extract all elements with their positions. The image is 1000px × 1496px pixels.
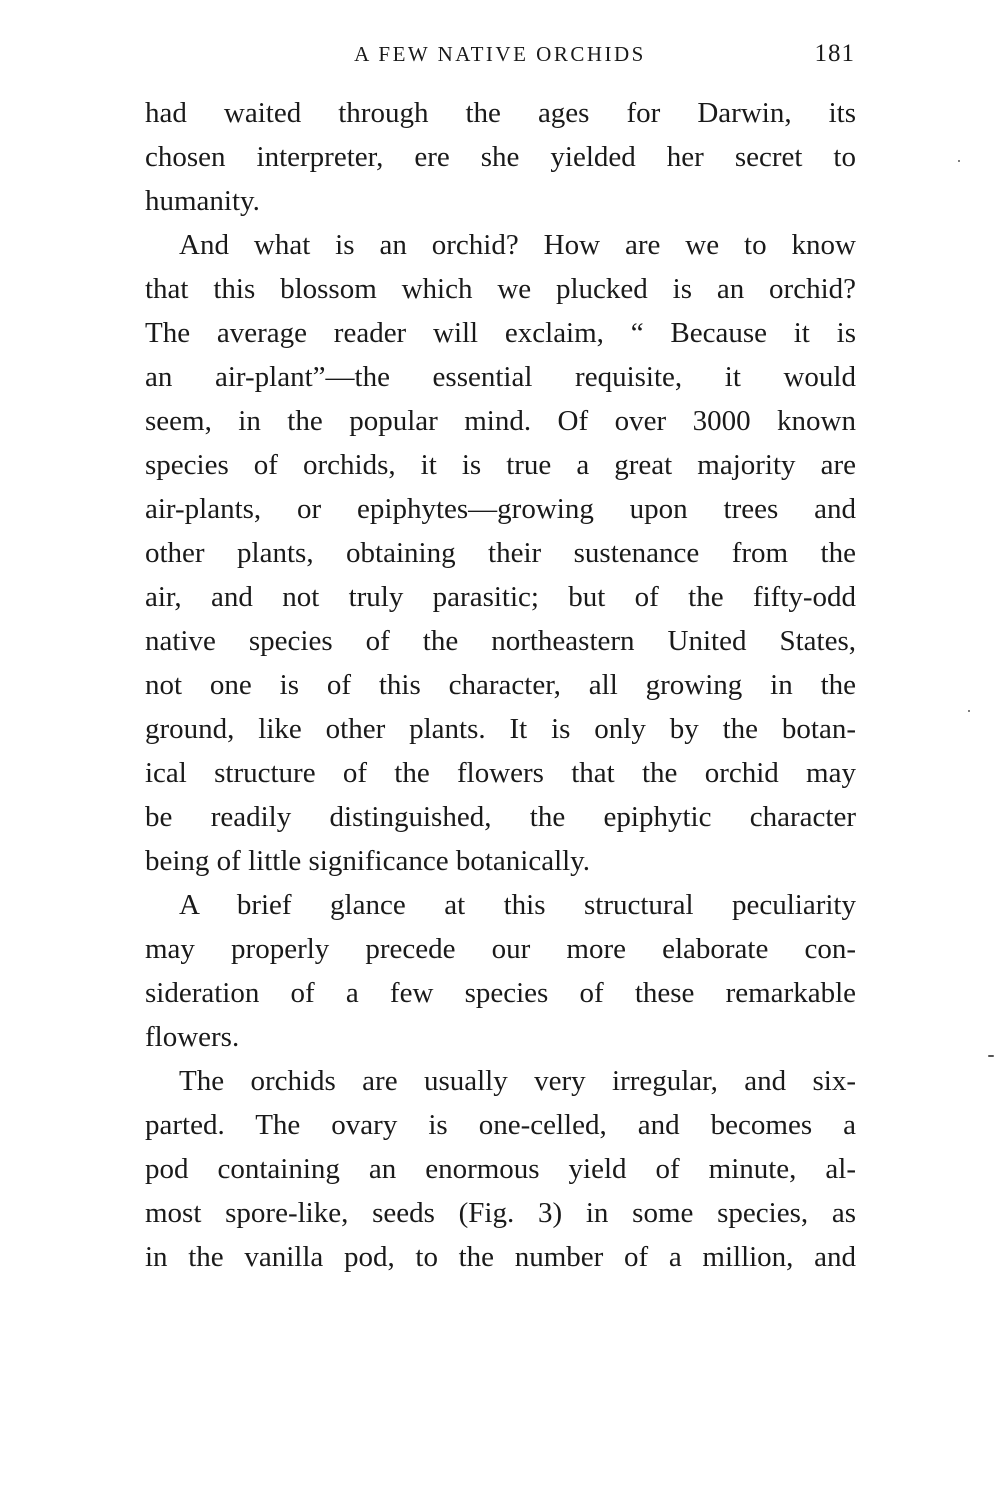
text-line: an air-plant”—the essential requisite, it would <box>145 361 856 393</box>
running-header <box>145 38 855 70</box>
text-line: The average reader will exclaim, “ Because it is <box>145 317 856 349</box>
text-line: parted. The ovary is one-celled, and becomes a <box>145 1109 856 1141</box>
text-line: in the vanilla pod, to the number of a million, and <box>145 1241 856 1273</box>
paragraph-1 <box>145 91 856 223</box>
page-number: 181 <box>814 40 855 67</box>
text-line: humanity. <box>145 185 260 217</box>
text-line: sideration of a few species of these remarkable <box>145 977 856 1009</box>
text-line: flowers. <box>145 1021 240 1053</box>
scan-speck <box>968 710 970 712</box>
text-line: ical structure of the flowers that the orchid may <box>145 757 856 789</box>
text-line: air-plants, or epiphytes—growing upon trees and <box>145 493 856 525</box>
text-line: may properly precede our more elaborate con- <box>145 933 856 965</box>
text-line: ground, like other plants. It is only by the botan- <box>145 713 856 745</box>
text-line: The orchids are usually very irregular, and six- <box>179 1065 856 1097</box>
scan-speck <box>958 160 960 162</box>
text-line: most spore-like, seeds (Fig. 3) in some species, as <box>145 1197 856 1229</box>
text-line: not one is of this character, all growing in the <box>145 669 856 701</box>
paragraph-2 <box>145 223 856 883</box>
text-line: be readily distinguished, the epiphytic character <box>145 801 856 833</box>
text-line: A brief glance at this structural peculiarity <box>179 889 856 921</box>
scan-speck <box>988 1055 994 1057</box>
paragraph-4 <box>145 1059 856 1279</box>
text-line: native species of the northeastern United States, <box>145 625 856 657</box>
text-line: that this blossom which we plucked is an orchid? <box>145 273 856 305</box>
text-line: other plants, obtaining their sustenance from the <box>145 537 856 569</box>
text-line: had waited through the ages for Darwin, its <box>145 97 856 129</box>
body-text <box>145 91 856 1279</box>
text-line: being of little significance botanically. <box>145 845 591 877</box>
running-title: A FEW NATIVE ORCHIDS <box>354 42 646 66</box>
text-line: air, and not truly parasitic; but of the fifty-odd <box>145 581 856 613</box>
text-line: pod containing an enormous yield of minute, al- <box>145 1153 856 1185</box>
text-line: And what is an orchid? How are we to know <box>179 229 856 261</box>
text-line: seem, in the popular mind. Of over 3000 known <box>145 405 856 437</box>
text-line: species of orchids, it is true a great majority are <box>145 449 856 481</box>
paragraph-3 <box>145 883 856 1059</box>
text-line: chosen interpreter, ere she yielded her secret to <box>145 141 856 173</box>
